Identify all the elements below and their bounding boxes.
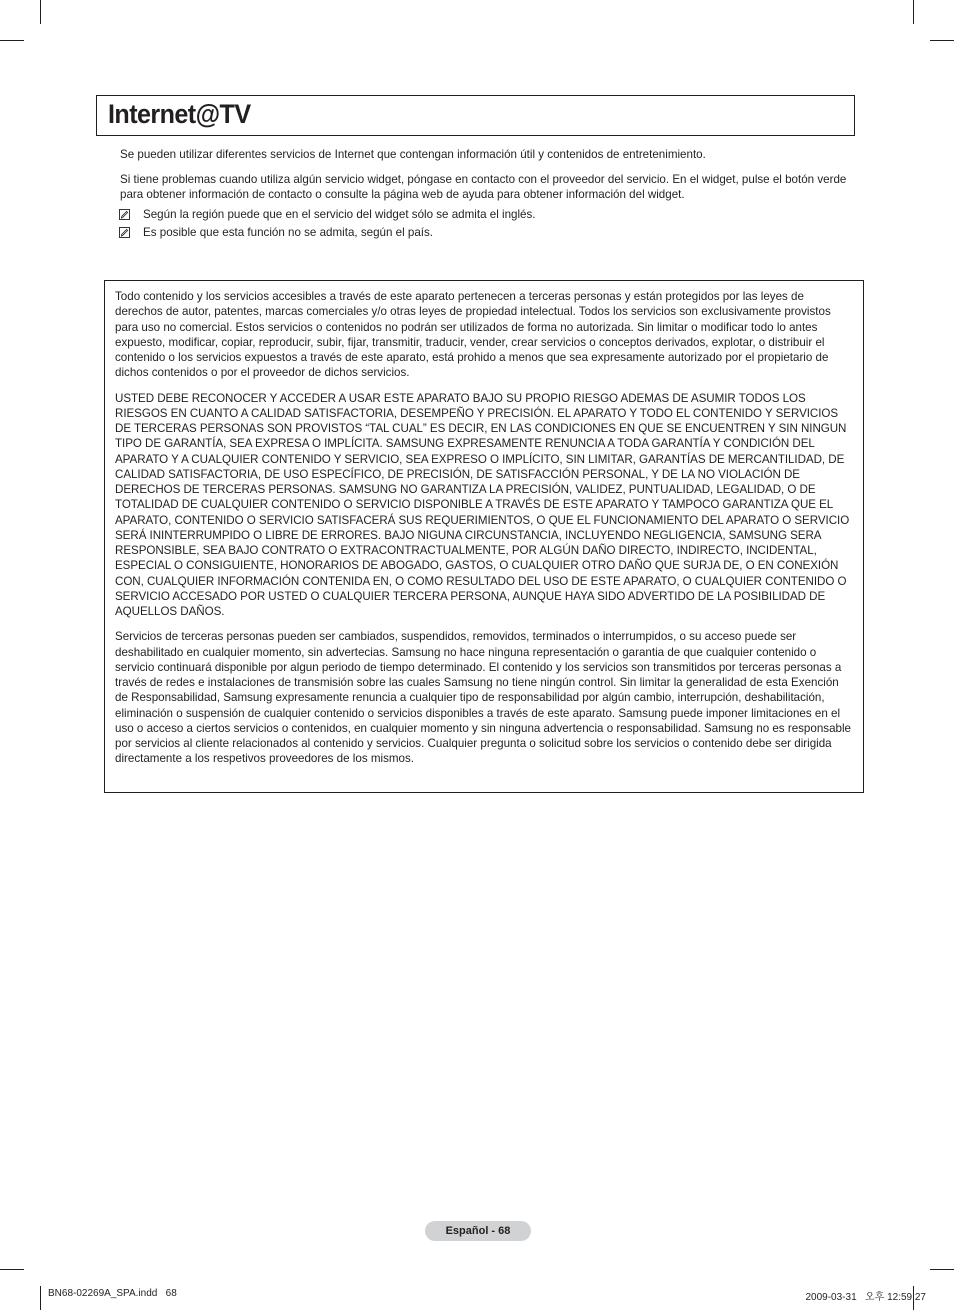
intro-paragraph: Se pueden utilizar diferentes servicios de Internet que contengan información útil y contenidos de entretenimiento. — [120, 148, 706, 161]
crop-mark — [0, 1269, 24, 1270]
legal-disclaimer-box — [104, 280, 864, 793]
crop-mark — [913, 0, 914, 24]
note-item — [119, 225, 860, 240]
note-icon — [119, 209, 130, 220]
legal-paragraph: Todo contenido y los servicios accesibles a través de este aparato pertenecen a terceras personas y están protegidos por las leyes de derechos de autor, patentes, marcas comerciales y/o otras leyes de propiedad intelectual. Todos los servicios son exclusivamente provistos para uso no comercial. Estos servicios o contenidos no podrán ser utilizados de forma no autorizada. Sin limitar o modificar todo lo antes expuesto, modificar, copiar, reproducir, subir, fijar, transmitir, traducir, vender, crear servicios o conceptos derivados, explotar, o distribuir el contenido o los servicios expuestos a través de este aparato, está prohido a menos que sea expresamente autorizado por el propietario de dichos contenidos o por el proveedor de dichos servicios. — [115, 290, 831, 380]
note-icon — [119, 227, 130, 238]
title-box — [96, 95, 855, 136]
note-text: Según la región puede que en el servicio del widget sólo se admita el inglés. — [143, 207, 536, 221]
intro-section — [120, 147, 860, 243]
footer-timestamp: 2009-03-31 오후 12:59:27 — [805, 1292, 926, 1303]
note-item — [119, 207, 860, 222]
intro-paragraph: Si tiene problemas cuando utiliza algún servicio widget, póngase en contacto con el proveedor del servicio. En el widget, pulse el botón verde para obtener información de contacto o consulte la página web de ayuda para obtener información del widget. — [120, 173, 847, 202]
note-text: Es posible que esta función no se admita, según el país. — [143, 225, 434, 239]
crop-mark — [40, 0, 41, 24]
crop-mark — [40, 1286, 41, 1310]
legal-paragraph: Servicios de terceras personas pueden ser cambiados, suspendidos, removidos, terminados o interrumpidos, o su acceso puede ser deshabilitado en cualquier momento, sin advertecias. Samsung no hace ninguna representación o garantia de que cualquier contenido o servicio continuará disponible por algun periodo de tiempo determinado. El contenido y los servicios son transmitidos por terceras personas a través de redes e instalaciones de transmisión sobre las cuales Samsung no tiene ningún control. Sin limitar la generalidad de esta Exención de Responsabilidad, Samsung expresamente renuncia a cualquier tipo de responsabilidad por algún cambio, interrupción, deshabilitación, eliminación o suspensión de cualquier contenido o servicios disponibles a través de este aparato. Samsung puede imponer limitaciones en el uso o acceso a ciertos servicios o contenidos, en cualquier momento y sin ninguna advertencia o responsabilidad. Samsung no es responsable por servicios al cliente relacionados al contenido y servicios. Cualquier pregunta o solicitud sobre los servicios o contenido debe ser dirigida directamente a los respetivos proveedores de los mismos. — [115, 630, 851, 766]
crop-mark — [0, 40, 24, 41]
footer-file-name: BN68-02269A_SPA.indd 68 — [48, 1288, 177, 1299]
page-number-badge: Español - 68 — [425, 1221, 531, 1241]
crop-mark — [930, 1269, 954, 1270]
crop-mark — [930, 40, 954, 41]
legal-paragraph: USTED DEBE RECONOCER Y ACCEDER A USAR ESTE APARATO BAJO SU PROPIO RIESGO ADEMAS DE ASUMIR TODOS LOS RIESGOS EN CUANTO A CALIDAD SATISFACTORIA, DESEMPEÑO Y PRECISIÓN. EL APARATO Y TODO EL CONTENIDO Y SERVICIOS DE TERCERAS PERSONAS SON PROVISTOS “TAL CUAL” ES DECIR, EN LAS CONDICIONES EN QUE SE ENCUENTREN Y SIN NINGUN TIPO DE GARANTÍA, SEA EXPRESA O IMPLÍCITA. SAMSUNG EXPRESAMENTE RENUNCIA A TODA GARANTÍA Y CONDICIÓN DEL APARATO Y A CUALQUIER CONTENIDO Y SERVICIO, SEA EXPRESO O IMPLÍCITO, SIN LIMITAR, GARANTÍAS DE MERCANTILIDAD, DE CALIDAD SATISFACTORIA, DE USO ESPECÍFICO, DE PRECISIÓN, DE SATISFACCIÓN PERSONAL, Y DE LA NO VIOLACIÓN DE DERECHOS DE TERCERAS PERSONAS. SAMSUNG NO GARANTIZA LA PRECISIÓN, VALIDEZ, PUNTUALIDAD, LEGALIDAD, O DE TOTALIDAD DE CUALQUIER CONTENIDO O SERVICIO DISPONIBLE A TRAVÉS DE ESTE APARATO Y TAMPOCO GARANTIZA QUE EL APARATO, CONTENIDO O SERVICIO SATISFACERÁ SUS REQUERIMIENTOS, O QUE EL FUNCIONAMIENTO DEL APARATO O SERVICIO SERÁ ININTERRUMPIDO O LIBRE DE ERRORES. BAJO NIGUNA CIRCUNSTANCIA, INCLUYENDO NEGLIGENCIA, SAMSUNG SERA RESPONSIBLE, SEA BAJO CONTRATO O EXTRACONTRACTUALMENTE, POR ALGÚN DAÑO DIRECTO, INDIRECTO, INCIDENTAL, ESPECIAL O CONSIGUIENTE, HONORARIOS DE ABOGADO, GASTOS, O CUALQUIER OTRO DAÑO QUE SURJA DE, O EN CONEXIÓN CON, CUALQUIER INFORMACIÓN CONTENIDA EN, O COMO RESULTADO DEL USO DE ESTE APARATO, O CUALQUIER CONTENIDO O SERVICIO ACCESADO POR USTED O CUALQUIER TERCERA PERSONA, AUNQUE HAYA SIDO ADVERTIDO DE LA POSIBILIDAD DE AQUELLOS DAÑOS. — [115, 391, 850, 618]
page-title: Internet@TV — [108, 99, 251, 129]
